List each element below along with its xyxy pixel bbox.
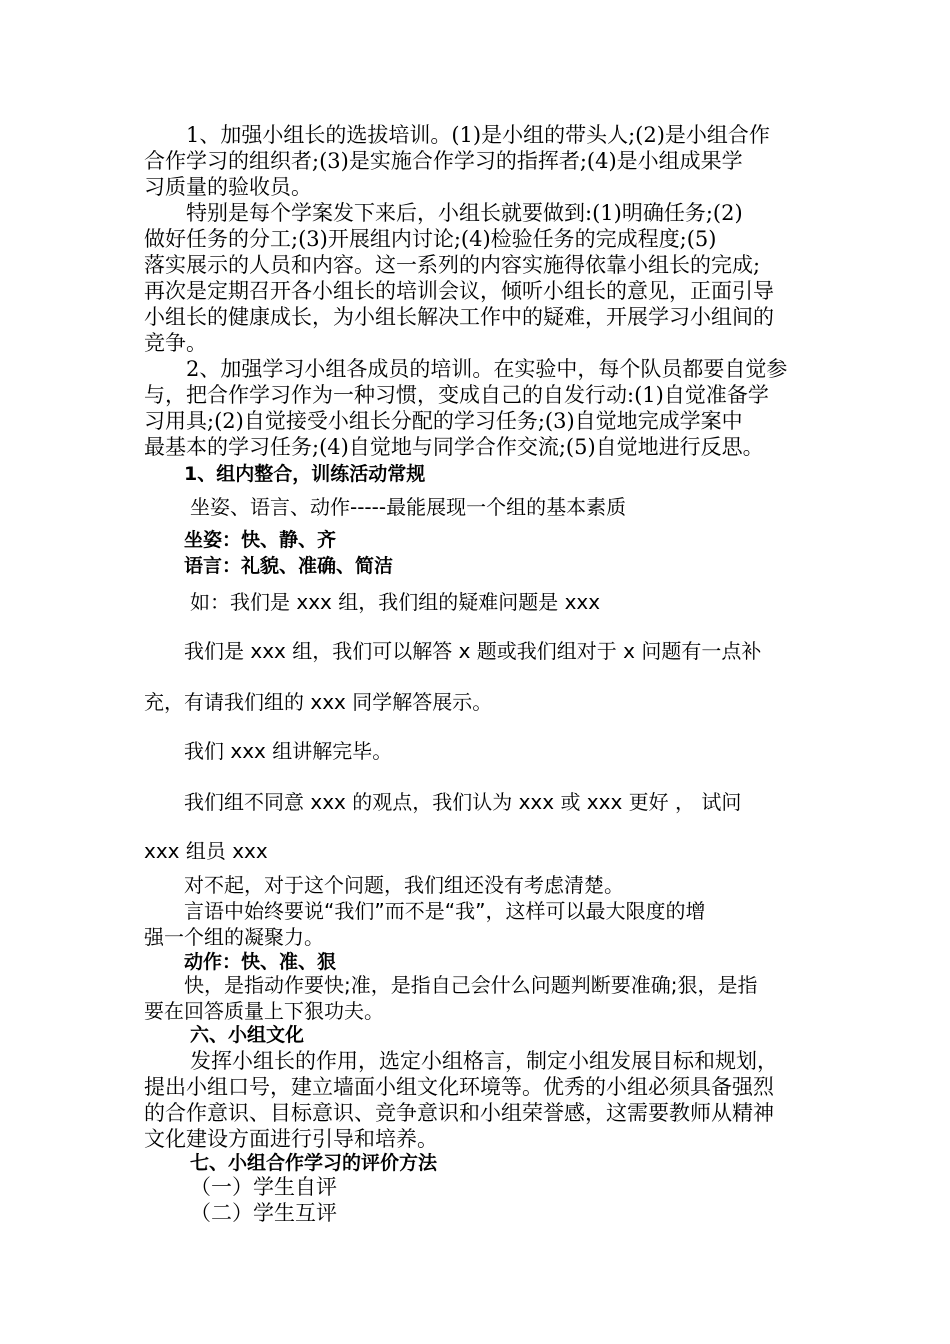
- paragraph-line: 的合作意识、目标意识、竞争意识和小组荣誉感，这需要教师从精神: [144, 1101, 774, 1125]
- section-heading: 1、组内整合，训练活动常规: [184, 463, 426, 485]
- list-item: （二）学生互评: [190, 1201, 337, 1225]
- paragraph-line: 文化建设方面进行引导和培养。: [144, 1127, 438, 1151]
- paragraph-line: 言语中始终要说“我们”而不是“我”，这样可以最大限度的增: [184, 899, 706, 923]
- paragraph-line: 做好任务的分工;(3)开展组内讨论;(4)检验任务的完成程度;(5): [144, 227, 717, 251]
- subheading: 动作：快、准、狠: [184, 951, 337, 973]
- paragraph-line: 与，把合作学习作为一种习惯，变成自己的自发行动:(1)自觉准备学: [144, 383, 769, 407]
- list-item: （一）学生自评: [190, 1175, 337, 1199]
- paragraph-line: 对不起，对于这个问题，我们组还没有考虑清楚。: [184, 873, 624, 897]
- section-heading: 七、小组合作学习的评价方法: [190, 1152, 438, 1174]
- paragraph-line: 快，是指动作要快;准，是指自己会什么问题判断要准确;狠，是指: [184, 973, 758, 997]
- paragraph-line: 充，有请我们组的 xxx 同学解答展示。: [144, 690, 493, 714]
- paragraph-line: xxx 组员 xxx: [144, 839, 268, 863]
- paragraph-line: 2、加强学习小组各成员的培训。在实验中，每个队员都要自觉参: [186, 357, 788, 381]
- paragraph-line: 发挥小组长的作用，选定小组格言，制定小组发展目标和规划，: [190, 1049, 778, 1073]
- paragraph-line: 强一个组的凝聚力。: [144, 925, 324, 949]
- subheading: 语言：礼貌、准确、简洁: [184, 555, 394, 577]
- paragraph-line: 小组长的健康成长，为小组长解决工作中的疑难，开展学习小组间的: [144, 305, 774, 329]
- paragraph-line: 习质量的验收员。: [144, 175, 312, 199]
- paragraph-line: 再次是定期召开各小组长的培训会议，倾听小组长的意见，正面引导: [144, 279, 774, 303]
- paragraph-line: 我们组不同意 xxx 的观点，我们认为 xxx 或 xxx 更好 ， 试问: [184, 790, 742, 814]
- paragraph-line: 我们 xxx 组讲解完毕。: [184, 739, 393, 763]
- paragraph-line: 提出小组口号，建立墙面小组文化环境等。优秀的小组必须具备强烈: [144, 1075, 774, 1099]
- paragraph-line: 特别是每个学案发下来后，小组长就要做到:(1)明确任务;(2): [186, 201, 743, 225]
- paragraph-line: 如：我们是 xxx 组，我们组的疑难问题是 xxx: [190, 590, 601, 614]
- paragraph-line: 最基本的学习任务;(4)自觉地与同学合作交流;(5)自觉地进行反思。: [144, 435, 764, 459]
- section-heading: 六、小组文化: [190, 1024, 305, 1046]
- subheading: 坐姿：快、静、齐: [184, 529, 337, 551]
- paragraph-line: 1、加强小组长的选拔培训。(1)是小组的带头人;(2)是小组合作: [186, 123, 770, 147]
- paragraph-line: 坐姿、语言、动作-----最能展现一个组的基本素质: [190, 495, 627, 519]
- paragraph-line: 要在回答质量上下狠功夫。: [144, 999, 384, 1023]
- paragraph-line: 落实展示的人员和内容。这一系列的内容实施得依靠小组长的完成;: [144, 253, 761, 277]
- paragraph-line: 习用具;(2)自觉接受小组长分配的学习任务;(3)自觉地完成学案中: [144, 409, 743, 433]
- paragraph-line: 我们是 xxx 组，我们可以解答 x 题或我们组对于 x 问题有一点补: [184, 639, 762, 663]
- paragraph-line: 合作学习的组织者;(3)是实施合作学习的指挥者;(4)是小组成果学: [144, 149, 743, 173]
- paragraph-line: 竞争。: [144, 331, 207, 355]
